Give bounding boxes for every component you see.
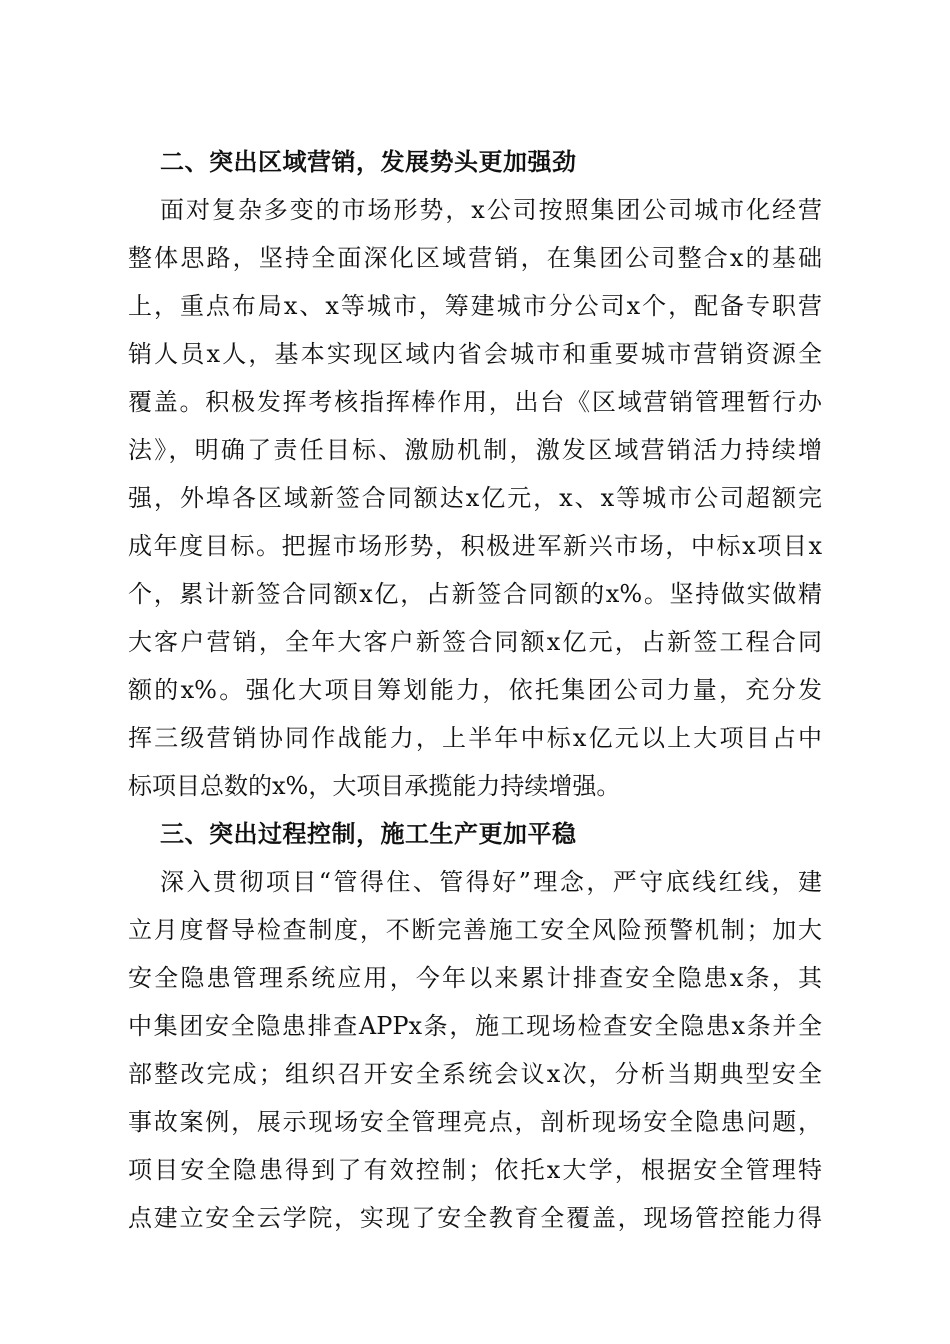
paragraph-line: 额的x%。强化大项目筹划能力，依托集团公司力量，充分发 [128, 676, 822, 704]
section-3-heading: 三、突出过程控制，施工生产更加平稳 [160, 820, 577, 848]
paragraph-line: 个，累计新签合同额x亿，占新签合同额的x%。坚持做实做精 [128, 580, 822, 608]
paragraph-line: 安全隐患管理系统应用，今年以来累计排查安全隐患x条，其 [128, 964, 822, 992]
paragraph-line: 深入贯彻项目“管得住、管得好”理念，严守底线红线，建 [160, 868, 822, 896]
paragraph-line: 标项目总数的x%，大项目承揽能力持续增强。 [128, 772, 621, 800]
paragraph-line: 中集团安全隐患排查APPx条，施工现场检查安全隐患x条并全 [128, 1012, 822, 1040]
document-body [128, 138, 822, 1242]
paragraph-line: 强，外埠各区域新签合同额达x亿元，x、x等城市公司超额完 [128, 484, 822, 512]
section-2-paragraph [128, 186, 822, 810]
paragraph-line: 挥三级营销协同作战能力，上半年中标x亿元以上大项目占中 [128, 724, 822, 752]
paragraph-line: 整体思路，坚持全面深化区域营销，在集团公司整合x的基础 [128, 244, 822, 272]
section-2-heading: 二、突出区域营销，发展势头更加强劲 [160, 148, 577, 176]
section-3-paragraph [128, 858, 822, 1242]
paragraph-line: 部整改完成；组织召开安全系统会议x次，分析当期典型安全 [128, 1060, 822, 1088]
paragraph-line: 面对复杂多变的市场形势，x公司按照集团公司城市化经营 [160, 196, 822, 224]
paragraph-line: 点建立安全云学院，实现了安全教育全覆盖，现场管控能力得 [128, 1204, 822, 1232]
paragraph-line: 项目安全隐患得到了有效控制；依托x大学，根据安全管理特 [128, 1156, 822, 1184]
paragraph-line: 法》，明确了责任目标、激励机制，激发区域营销活力持续增 [128, 436, 822, 464]
paragraph-line: 成年度目标。把握市场形势，积极进军新兴市场，中标x项目x [128, 532, 822, 560]
paragraph-line: 上，重点布局x、x等城市，筹建城市分公司x个，配备专职营 [128, 292, 822, 320]
paragraph-line: 覆盖。积极发挥考核指挥棒作用，出台《区域营销管理暂行办 [128, 388, 822, 416]
paragraph-line: 立月度督导检查制度，不断完善施工安全风险预警机制；加大 [128, 916, 822, 944]
paragraph-line: 大客户营销，全年大客户新签合同额x亿元，占新签工程合同 [128, 628, 822, 656]
paragraph-line: 事故案例，展示现场安全管理亮点，剖析现场安全隐患问题， [128, 1108, 822, 1136]
paragraph-line: 销人员x人，基本实现区域内省会城市和重要城市营销资源全 [128, 340, 822, 368]
